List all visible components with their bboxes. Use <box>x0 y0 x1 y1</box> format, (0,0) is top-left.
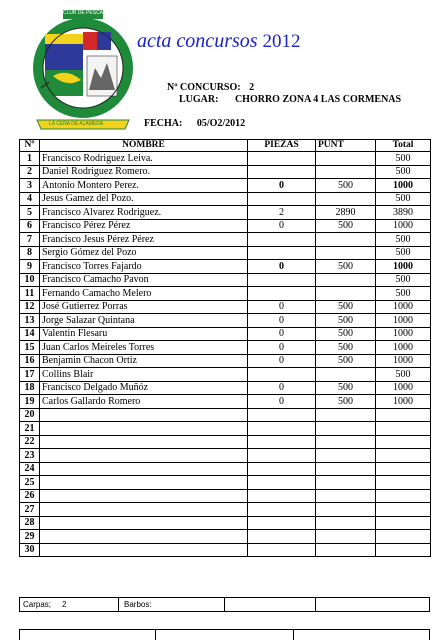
participant-name <box>40 503 248 517</box>
lugar-label: LUGAR: <box>179 94 219 105</box>
table-row <box>20 273 431 287</box>
barbos-label: Barbos: <box>124 600 152 609</box>
row-number: 26 <box>20 489 40 503</box>
row-number: 19 <box>20 395 40 409</box>
participant-name <box>40 462 248 476</box>
total-cell: 500 <box>376 287 431 301</box>
row-number: 6 <box>20 219 40 233</box>
catch-summary <box>19 597 430 612</box>
total-cell <box>376 516 431 530</box>
punt-cell: 500 <box>316 354 376 368</box>
piezas-cell: 0 <box>248 341 316 355</box>
punt-cell <box>316 192 376 206</box>
participant-name <box>40 543 248 557</box>
table-row <box>20 327 431 341</box>
table-row <box>20 179 431 193</box>
piezas-cell <box>248 476 316 490</box>
table-row <box>20 165 431 179</box>
total-cell: 1000 <box>376 354 431 368</box>
concurso-label: Nº CONCURSO: <box>167 82 241 93</box>
row-number: 12 <box>20 300 40 314</box>
row-number: 27 <box>20 503 40 517</box>
table-row <box>20 300 431 314</box>
punt-cell <box>316 408 376 422</box>
row-number: 3 <box>20 179 40 193</box>
total-cell: 500 <box>376 368 431 382</box>
total-cell <box>376 530 431 544</box>
row-number: 1 <box>20 152 40 166</box>
piezas-cell <box>248 516 316 530</box>
piezas-cell: 0 <box>248 219 316 233</box>
row-number: 4 <box>20 192 40 206</box>
total-cell: 1000 <box>376 327 431 341</box>
piezas-cell: 0 <box>248 354 316 368</box>
table-row <box>20 341 431 355</box>
total-cell: 500 <box>376 273 431 287</box>
piezas-cell <box>248 368 316 382</box>
piezas-cell <box>248 489 316 503</box>
table-row <box>20 503 431 517</box>
punt-cell <box>316 530 376 544</box>
crest-bottom-text: LA CEÑA DE ALAMEDA <box>49 121 104 127</box>
piezas-cell <box>248 543 316 557</box>
row-number: 2 <box>20 165 40 179</box>
concurso-value: 2 <box>249 82 255 93</box>
table-row <box>20 246 431 260</box>
table-row <box>20 192 431 206</box>
row-number: 11 <box>20 287 40 301</box>
row-number: 29 <box>20 530 40 544</box>
piezas-cell <box>248 287 316 301</box>
total-cell: 1000 <box>376 341 431 355</box>
piezas-cell <box>248 435 316 449</box>
participant-name: Antonio Montero Perez. <box>40 179 248 193</box>
total-cell <box>376 489 431 503</box>
piezas-cell: 0 <box>248 260 316 274</box>
carpas-label: Carpas; <box>23 600 52 609</box>
table-row <box>20 219 431 233</box>
row-number: 14 <box>20 327 40 341</box>
table-row <box>20 476 431 490</box>
total-cell: 1000 <box>376 179 431 193</box>
participant-name: Collins Blair <box>40 368 248 382</box>
piezas-cell <box>248 422 316 436</box>
participant-name: Benjamin Chacon Ortiz <box>40 354 248 368</box>
total-cell: 500 <box>376 246 431 260</box>
piezas-cell: 0 <box>248 395 316 409</box>
punt-cell: 500 <box>316 300 376 314</box>
participant-name <box>40 422 248 436</box>
participant-name <box>40 449 248 463</box>
table-row <box>20 530 431 544</box>
table-row <box>20 489 431 503</box>
participant-name <box>40 435 248 449</box>
row-number: 10 <box>20 273 40 287</box>
piezas-cell <box>248 246 316 260</box>
piezas-cell <box>248 233 316 247</box>
punt-cell <box>316 368 376 382</box>
total-cell <box>376 408 431 422</box>
bottom-rule <box>19 629 430 630</box>
piezas-cell: 0 <box>248 381 316 395</box>
punt-cell <box>316 489 376 503</box>
total-cell <box>376 462 431 476</box>
club-crest-logo <box>31 8 135 130</box>
total-cell <box>376 543 431 557</box>
participant-name: Francisco Jesus Pérez Pérez <box>40 233 248 247</box>
participant-name: Fernando Camacho Melero <box>40 287 248 301</box>
row-number: 24 <box>20 462 40 476</box>
total-cell: 1000 <box>376 260 431 274</box>
row-number: 25 <box>20 476 40 490</box>
total-cell <box>376 503 431 517</box>
table-row <box>20 260 431 274</box>
punt-cell: 500 <box>316 327 376 341</box>
row-number: 18 <box>20 381 40 395</box>
table-row <box>20 449 431 463</box>
piezas-cell <box>248 462 316 476</box>
participant-name <box>40 489 248 503</box>
piezas-cell: 2 <box>248 206 316 220</box>
participant-name: Daniel Rodriguez Romero. <box>40 165 248 179</box>
row-number: 30 <box>20 543 40 557</box>
row-number: 16 <box>20 354 40 368</box>
total-cell: 500 <box>376 192 431 206</box>
punt-cell <box>316 246 376 260</box>
punt-cell: 500 <box>316 395 376 409</box>
punt-cell <box>316 422 376 436</box>
piezas-cell: 0 <box>248 327 316 341</box>
row-number: 23 <box>20 449 40 463</box>
participant-name: Francisco Camacho Pavon <box>40 273 248 287</box>
carpas-value: 2 <box>62 600 67 609</box>
participant-name: Francisco Torres Fajardo <box>40 260 248 274</box>
participant-name: Francisco Delgado Muñóz <box>40 381 248 395</box>
total-cell: 1000 <box>376 314 431 328</box>
total-cell <box>376 476 431 490</box>
table-row <box>20 287 431 301</box>
total-cell <box>376 422 431 436</box>
piezas-cell <box>248 530 316 544</box>
punt-cell <box>316 233 376 247</box>
table-row <box>20 408 431 422</box>
punt-cell <box>316 462 376 476</box>
piezas-cell: 0 <box>248 300 316 314</box>
participant-name: Carlos Gallardo Romero <box>40 395 248 409</box>
table-header-row <box>20 140 431 152</box>
participant-name: Francisco Alvarez Rodriguez. <box>40 206 248 220</box>
table-row <box>20 395 431 409</box>
crest-top-text: CLUB DE PESCA <box>63 10 104 16</box>
page-title <box>137 30 301 53</box>
punt-cell: 2890 <box>316 206 376 220</box>
total-cell: 1000 <box>376 395 431 409</box>
table-row <box>20 354 431 368</box>
participant-name <box>40 516 248 530</box>
punt-cell <box>316 152 376 166</box>
punt-cell: 500 <box>316 219 376 233</box>
col-header-piezas: PIEZAS <box>248 140 316 152</box>
table-row <box>20 233 431 247</box>
total-cell: 500 <box>376 233 431 247</box>
punt-cell <box>316 516 376 530</box>
total-cell: 1000 <box>376 300 431 314</box>
row-number: 8 <box>20 246 40 260</box>
table-row <box>20 381 431 395</box>
participant-name: Jorge Salazar Quintana <box>40 314 248 328</box>
fecha-label: FECHA: <box>144 118 183 129</box>
total-cell: 1000 <box>376 219 431 233</box>
lugar-line <box>179 94 401 105</box>
table-row <box>20 543 431 557</box>
punt-cell <box>316 435 376 449</box>
row-number: 13 <box>20 314 40 328</box>
total-cell: 500 <box>376 165 431 179</box>
punt-cell: 500 <box>316 179 376 193</box>
row-number: 15 <box>20 341 40 355</box>
table-row <box>20 314 431 328</box>
participant-name: Francisco Pérez Pérez <box>40 219 248 233</box>
piezas-cell <box>248 152 316 166</box>
total-cell: 500 <box>376 152 431 166</box>
table-row <box>20 516 431 530</box>
punt-cell <box>316 543 376 557</box>
participant-name: Francisco Rodriguez Leiva. <box>40 152 248 166</box>
participant-name: Jesus Gamez del Pozo. <box>40 192 248 206</box>
participant-name: Juan Carlos Meireles Torres <box>40 341 248 355</box>
col-header-number: Nº <box>20 140 40 152</box>
punt-cell: 500 <box>316 314 376 328</box>
piezas-cell <box>248 449 316 463</box>
table-row <box>20 206 431 220</box>
table-row <box>20 462 431 476</box>
punt-cell: 500 <box>316 260 376 274</box>
col-header-nombre: NOMBRE <box>40 140 248 152</box>
col-header-total: Total <box>376 140 431 152</box>
table-row <box>20 435 431 449</box>
punt-cell <box>316 165 376 179</box>
piezas-cell <box>248 503 316 517</box>
punt-cell <box>316 476 376 490</box>
row-number: 22 <box>20 435 40 449</box>
piezas-cell <box>248 165 316 179</box>
participant-name <box>40 408 248 422</box>
lugar-value: CHORRO ZONA 4 LAS CORMENAS <box>234 94 402 105</box>
row-number: 17 <box>20 368 40 382</box>
fecha-line <box>144 118 245 129</box>
participant-name: Valentin Flesaru <box>40 327 248 341</box>
punt-cell: 500 <box>316 381 376 395</box>
piezas-cell: 0 <box>248 179 316 193</box>
concurso-line <box>167 82 254 93</box>
punt-cell: 500 <box>316 341 376 355</box>
total-cell <box>376 449 431 463</box>
punt-cell <box>316 449 376 463</box>
punt-cell <box>316 273 376 287</box>
row-number: 5 <box>20 206 40 220</box>
table-row <box>20 152 431 166</box>
row-number: 21 <box>20 422 40 436</box>
participant-name <box>40 476 248 490</box>
title-year: 2012 <box>262 31 301 52</box>
row-number: 7 <box>20 233 40 247</box>
piezas-cell <box>248 192 316 206</box>
row-number: 20 <box>20 408 40 422</box>
punt-cell <box>316 287 376 301</box>
participant-name: Sergio Gómez del Pozo <box>40 246 248 260</box>
contest-sheet <box>19 0 430 640</box>
participant-name: José Gutierrez Porras <box>40 300 248 314</box>
piezas-cell <box>248 273 316 287</box>
piezas-cell <box>248 408 316 422</box>
total-cell <box>376 435 431 449</box>
fecha-value: 05/O2/2012 <box>196 118 246 129</box>
title-text: acta concursos <box>137 30 258 52</box>
punt-cell <box>316 503 376 517</box>
table-row <box>20 368 431 382</box>
total-cell: 3890 <box>376 206 431 220</box>
table-row <box>20 422 431 436</box>
results-table <box>19 139 431 557</box>
row-number: 9 <box>20 260 40 274</box>
row-number: 28 <box>20 516 40 530</box>
col-header-punt: PUNT <box>316 140 376 152</box>
participant-name <box>40 530 248 544</box>
total-cell: 1000 <box>376 381 431 395</box>
piezas-cell: 0 <box>248 314 316 328</box>
